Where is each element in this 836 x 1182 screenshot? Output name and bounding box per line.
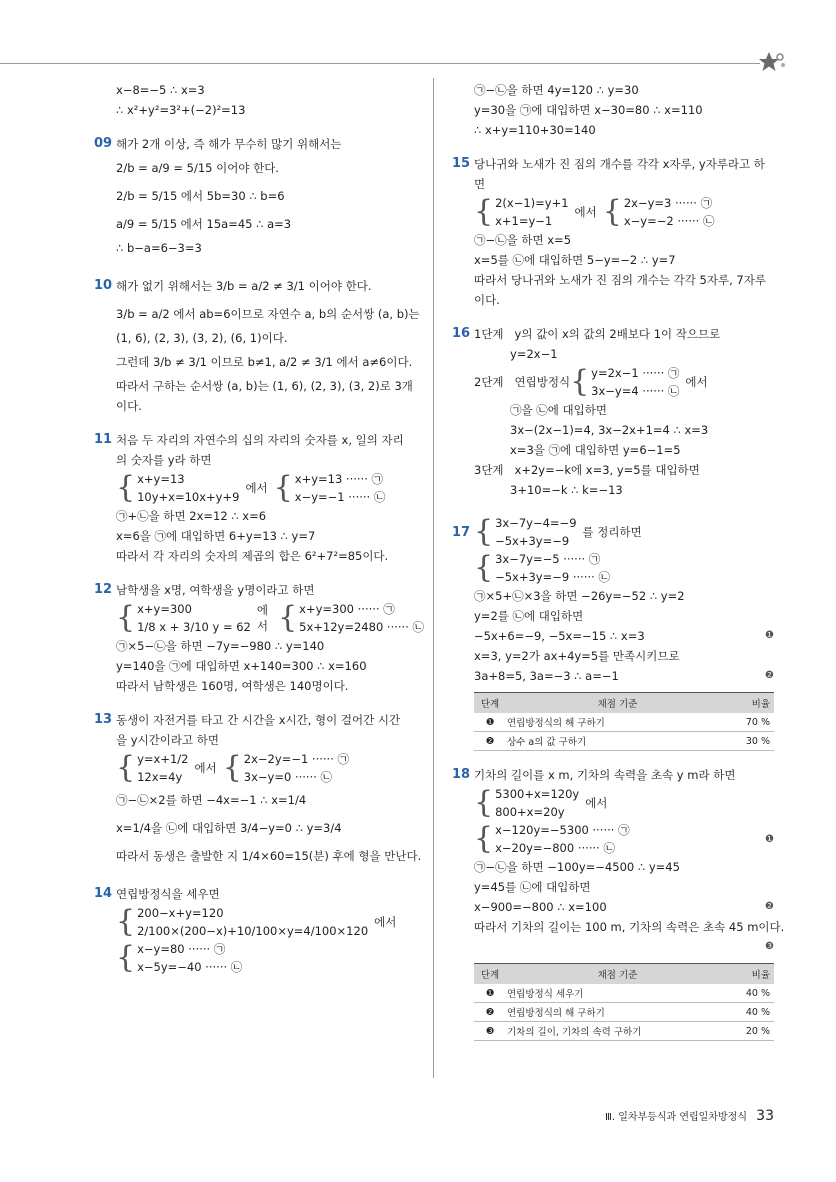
step-mark: ❶ <box>765 833 774 845</box>
problem-18: 18 기차의 길이를 x m, 기차의 속력을 초속 y m라 하면 { 5300+x=120y 800+x=20y 에서 { x−120y=−5300 ······ ㉠ x−20y=−800 ······ ㉡ ❶ ㉠−㉡을 하면 −100y=−4500 ∴ y=45 y=45를 ㉡에 대입하면 x−900=−800 ∴ x=100 ❷ 따라서 기차의 길이는 100 m, 기차의 속력은 초속 45 m이다. ❸ 단계 채점 기준 비율 ❶ 연립방정식 세우기 40 % ❷ 연립방정식의 해 구하기 40 % ❸ 기차의 길이, 기차의 속력 구하기 20 % <box>452 765 774 1041</box>
page-footer <box>605 1108 774 1124</box>
equation-system: 2단계 연립방정식 { y=2x−1 ······ ㉠ 3x−y=4 ······ ㉡ 에서 <box>474 364 708 399</box>
equation-system: { x+y=300 1/8 x + 3/10 y = 62 에서 { x+y=300 ······ ㉠ 5x+12y=2480 ······ ㉡ <box>116 600 424 635</box>
problem-16: 16 1단계 y의 값이 x의 값의 2배보다 1이 작으므로 y=2x−1 2단계 연립방정식 { y=2x−1 ······ ㉠ 3x−y=4 ······ ㉡ 에서 ㉠을 ㉡에 대입하면 3x−(2x−1)=4, 3x−2x+1=4 ∴ x=3 x=3을 ㉠에 대입하면 y=6−1=5 3단계 x+2y=−k에 x=3, y=5를 대입하면 3+10=−k ∴ k=−13 <box>452 324 774 500</box>
equation-system: 17 { 3x−7y−4=−9 −5x+3y=−9 를 정리하면 <box>452 514 642 549</box>
equation-system: { 3x−7y=−5 ······ ㉠ −5x+3y=−9 ······ ㉡ <box>474 550 610 585</box>
chapter-title: Ⅲ. 일차부등식과 연립일차방정식 <box>604 1112 747 1123</box>
scoring-table: 단계 채점 기준 비율 ❶ 연립방정식 세우기 40 % ❷ 연립방정식의 해 구하기 40 % ❸ 기차의 길이, 기차의 속력 구하기 20 % <box>474 963 774 1041</box>
problem-12: 12 남학생을 x명, 여학생을 y명이라고 하면 { x+y=300 1/8 x + 3/10 y = 62 에서 { x+y=300 ······ ㉠ 5x+12y=2480 ······ ㉡ ㉠×5−㉡을 하면 −7y=−980 ∴ y=140 y=140을 ㉠에 대입하면 x+140=300 ∴ x=160 따라서 남학생은 160명, 여학생은 140명이다. <box>94 582 424 693</box>
right-column: ㉠−㉡을 하면 4y=120 ∴ y=30 y=30을 ㉠에 대입하면 x−30=80 ∴ x=110 ∴ x+y=110+30=140 15 당나귀와 노새가 진 짐의 개수를 각각 x자루, y자루라고 하 면 { 2(x−1)=y+1 x+1=y−1 에서 { 2x−y=3 ······ ㉠ x−y=−2 ······ ㉡ ㉠−㉡을 하면 x=5 x=5를 ㉡에 대입하면 5−y=−2 ∴ y=7 따라서 당나귀와 노새가 진 짐의 개수는 각각 5자루, 7자루 이다. 16 1단계 y의 값이 x의 값의 2배보다 1이 작으므로 y=2x−1 2단계 연립방정식 { y=2x−1 ······ ㉠ 3x−y=4 ······ ㉡ 에서 ㉠을 ㉡에 대입하면 3x−(2x−1)=4, 3x−2x+1=4 ∴ x=3 x=3을 ㉠에 대입하면 y=6−1=5 3단계 x+2y=−k에 x=3, y=5를 대입하면 3+10=−k ∴ k=−13 17 { 3x−7y−4=−9 −5x+3y=−9 를 정리하면 { 3x−7y=−5 ······ ㉠ −5x+3y=−9 ······ ㉡ ㉠×5+㉡×3을 하면 −26y=−52 ∴ y=2 y=2를 ㉡에 대입하면 −5x+6=−9, −5x=−15 ∴ x=3 ❶ x=3, y=2가 ax+4y=5를 만족시키므로 3a+8=5, 3a=−3 ∴ a=−1 ❷ 단계 채점 기준 비율 ❶ 연립방정식의 해 구하기 70 % ❷ 상수 a의 값 구하기 30 % 18 기차의 길이를 x m, 기차의 속력을 초속 y m라 하면 { 5300+x=120y 800+x=20y 에서 { x−120y=−5300 ······ ㉠ x−20y=−800 ······ ㉡ ❶ ㉠−㉡을 하면 −100y=−4500 ∴ y=45 y=45를 ㉡에 대입하면 x−900=−800 ∴ x=100 ❷ 따라서 기차의 길이는 100 m, 기차의 속력은 초속 45 m이다. ❸ 단계 채점 기준 비율 ❶ 연립방정식 세우기 40 % ❷ 연립방정식의 해 구하기 40 % ❸ 기차의 길이, 기차의 속력 구하기 20 % <box>452 80 774 1041</box>
problem-14: 14 연립방정식을 세우면 { 200−x+y=120 2/100×(200−x)+10/100×y=4/100×120 에서 { x−y=80 ······ ㉠ x−5y=−40 ······ ㉡ <box>94 884 424 976</box>
equation-system: { y=x+1/2 12x=4y 에서 { 2x−2y=−1 ······ ㉠ 3x−y=0 ······ ㉡ <box>116 750 350 785</box>
column-divider <box>433 78 434 1078</box>
problem-17: 17 { 3x−7y−4=−9 −5x+3y=−9 를 정리하면 { 3x−7y=−5 ······ ㉠ −5x+3y=−9 ······ ㉡ ㉠×5+㉡×3을 하면 −26y=−52 ∴ y=2 y=2를 ㉡에 대입하면 −5x+6=−9, −5x=−15 ∴ x=3 ❶ x=3, y=2가 ax+4y=5를 만족시키므로 3a+8=5, 3a=−3 ∴ a=−1 ❷ 단계 채점 기준 비율 ❶ 연립방정식의 해 구하기 70 % ❷ 상수 a의 값 구하기 30 % <box>452 514 774 751</box>
equation-system: { 5300+x=120y 800+x=20y 에서 <box>474 785 608 820</box>
step-mark: ❸ <box>765 941 774 952</box>
table-row: ❶ 연립방정식 세우기 40 % <box>474 984 774 1003</box>
problem-09: 09 해가 2개 이상, 즉 해가 무수히 많기 위해서는 2/b = a/9 = 5/15 이어야 한다. 2/b = 5/15 에서 5b=30 ∴ b=6 a/9 = 5/15 에서 15a=45 ∴ a=3 ∴ b−a=6−3=3 <box>94 136 342 255</box>
page-number: 33 <box>756 1108 774 1124</box>
step-mark: ❶ <box>765 630 774 641</box>
problem-15: 15 당나귀와 노새가 진 짐의 개수를 각각 x자루, y자루라고 하 면 { 2(x−1)=y+1 x+1=y−1 에서 { 2x−y=3 ······ ㉠ x−y=−2 ······ ㉡ ㉠−㉡을 하면 x=5 x=5를 ㉡에 대입하면 5−y=−2 ∴ y=7 따라서 당나귀와 노새가 진 짐의 개수는 각각 5자루, 7자루 이다. <box>452 154 774 310</box>
text-line: x−8=−5 ∴ x=3 <box>116 83 205 97</box>
equation-system: { x−120y=−5300 ······ ㉠ x−20y=−800 ······ ㉡ ❶ <box>474 821 774 856</box>
star-icon <box>757 48 787 78</box>
header-rule <box>0 63 760 64</box>
table-row: ❸ 기차의 길이, 기차의 속력 구하기 20 % <box>474 1022 774 1041</box>
scoring-table: 단계 채점 기준 비율 ❶ 연립방정식의 해 구하기 70 % ❷ 상수 a의 값 구하기 30 % <box>474 692 774 751</box>
text-line: ∴ x²+y²=3²+(−2)²=13 <box>116 103 246 117</box>
equation-system: { 200−x+y=120 2/100×(200−x)+10/100×y=4/100×120 에서 <box>116 904 397 939</box>
step-mark: ❷ <box>765 901 774 912</box>
table-row: ❷ 상수 a의 값 구하기 30 % <box>474 732 774 751</box>
problem-13: 13 동생이 자전거를 타고 간 시간을 x시간, 형이 걸어간 시간 을 y시간이라고 하면 { y=x+1/2 12x=4y 에서 { 2x−2y=−1 ······ ㉠ 3x−y=0 ······ ㉡ ㉠−㉡×2를 하면 −4x=−1 ∴ x=1/4 x=1/4을 ㉡에 대입하면 3/4−y=0 ∴ y=3/4 따라서 동생은 출발한 지 1/4×60=15(분) 후에 형을 만난다. <box>94 710 424 870</box>
equation-system: { x−y=80 ······ ㉠ x−5y=−40 ······ ㉡ <box>116 940 243 975</box>
equation-system: { 2(x−1)=y+1 x+1=y−1 에서 { 2x−y=3 ······ ㉠ x−y=−2 ······ ㉡ <box>474 194 715 229</box>
left-column <box>94 80 424 976</box>
problem-11: 11 처음 두 자리의 자연수의 십의 자리의 숫자를 x, 일의 자리 의 숫자를 y라 하면 { x+y=13 10y+x=10x+y+9 에서 { x+y=13 ······ ㉠ x−y=−1 ······ ㉡ ㉠+㉡을 하면 2x=12 ∴ x=6 x=6을 ㉠에 대입하면 6+y=13 ∴ y=7 따라서 각 자리의 숫자의 제곱의 합은 6²+7²=85이다. <box>94 430 424 566</box>
problem-10: 10 해가 없기 위해서는 3/b = a/2 ≠ 3/1 이어야 한다. 3/b = a/2 에서 ab=6이므로 자연수 a, b의 순서쌍 (a, b)는 (1, 6), (2, 3), (3, 2), (6, 1)이다. 그런데 3/b ≠ 3/1 이므로 b≠1, a/2 ≠ 3/1 에서 a≠6이다. 따라서 구하는 순서쌍 (a, b)는 (1, 6), (2, 3), (3, 2)로 3개 이다. <box>94 278 420 413</box>
table-row: ❷ 연립방정식의 해 구하기 40 % <box>474 1003 774 1022</box>
step-mark: ❷ <box>765 670 774 681</box>
equation-system: { x+y=13 10y+x=10x+y+9 에서 { x+y=13 ······ ㉠ x−y=−1 ······ ㉡ <box>116 470 386 505</box>
table-row: ❶ 연립방정식의 해 구하기 70 % <box>474 713 774 732</box>
